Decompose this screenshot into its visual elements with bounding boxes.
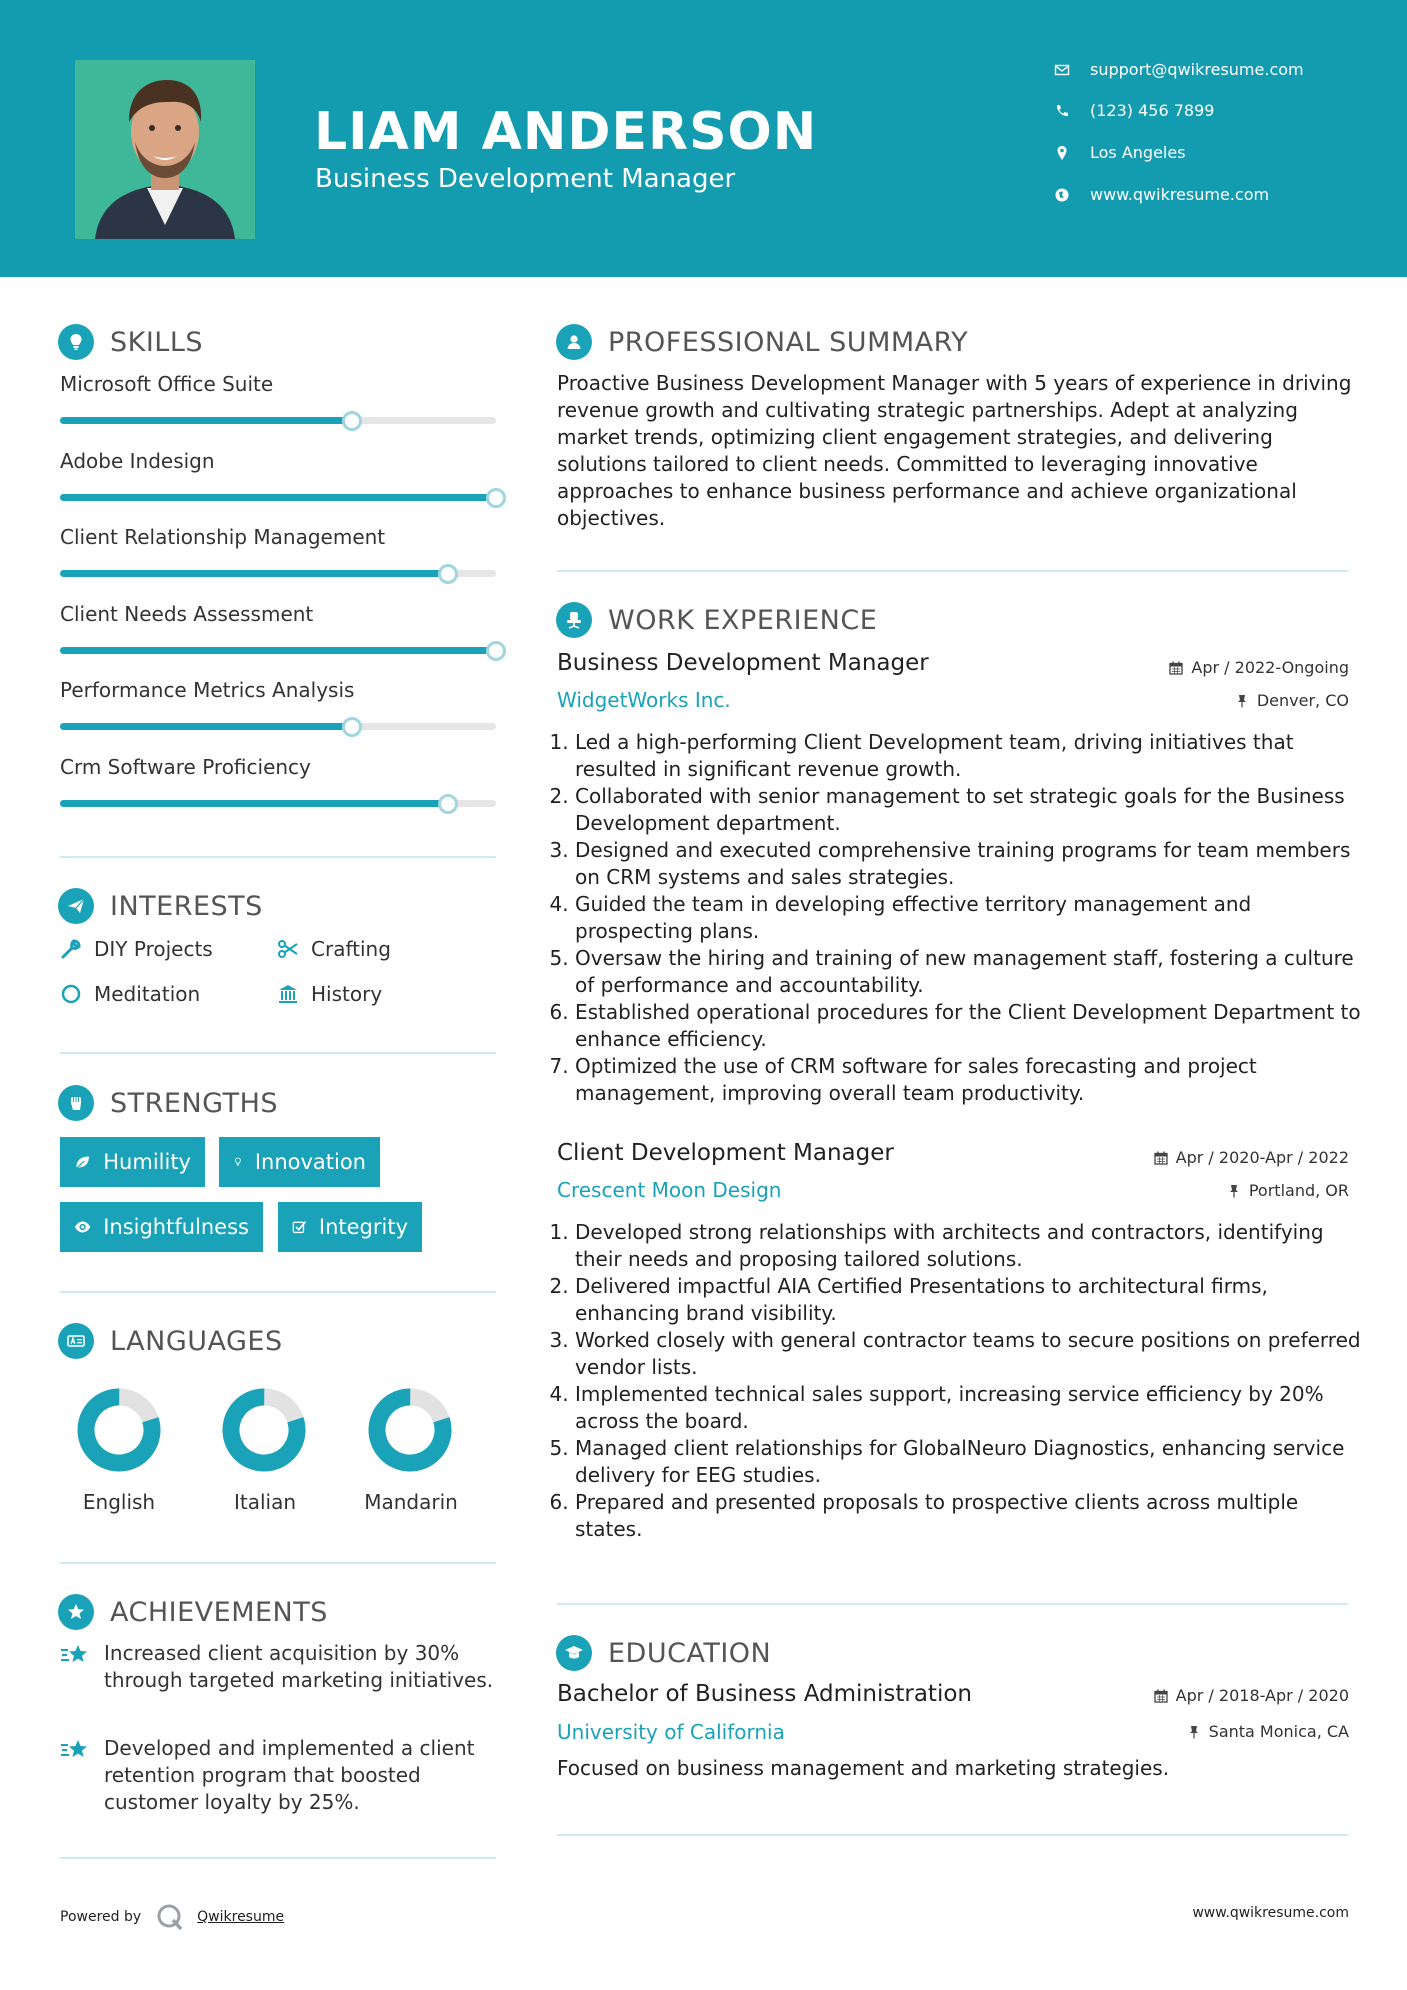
skill-level-bar xyxy=(60,494,496,501)
divider xyxy=(60,1052,496,1054)
skill-level-bar xyxy=(60,417,496,424)
skill-level-fill xyxy=(60,570,448,577)
pushpin-icon xyxy=(1227,1184,1241,1198)
interest-item xyxy=(60,937,213,961)
scissors-icon xyxy=(277,938,299,960)
duty-item: 1. Led a high-performing Client Development team, driving initiatives that resulted in significant revenue growth. xyxy=(575,729,1365,783)
leaf-icon xyxy=(74,1151,91,1173)
duty-item: 3. Worked closely with general contractor teams to secure positions on preferred vendor lists. xyxy=(575,1327,1365,1381)
calendar-icon xyxy=(1154,1689,1168,1703)
candidate-name: LIAM ANDERSON xyxy=(314,102,818,162)
contact-email[interactable] xyxy=(1054,60,1304,79)
language-label: Mandarin xyxy=(364,1490,458,1514)
lightbulb-icon xyxy=(58,324,94,360)
achievements-title: ACHIEVEMENTS xyxy=(110,1596,328,1628)
achievement-item xyxy=(60,1640,500,1694)
interest-item xyxy=(60,982,200,1006)
user-icon xyxy=(556,324,592,360)
skill-level-knob xyxy=(486,641,506,661)
school-name: University of California xyxy=(557,1720,785,1744)
skill-label: Adobe Indesign xyxy=(60,448,215,473)
contact-phone[interactable] xyxy=(1054,101,1214,120)
language-label: English xyxy=(82,1490,156,1514)
skill-level-knob xyxy=(438,794,458,814)
job-location xyxy=(1235,691,1349,710)
divider xyxy=(60,1562,496,1564)
phone-icon xyxy=(1054,103,1070,119)
interest-label: Crafting xyxy=(311,937,391,961)
job-duties-list xyxy=(557,729,1365,1107)
profile-photo xyxy=(75,60,255,239)
skill-label: Crm Software Proficiency xyxy=(60,754,311,779)
achievement-item xyxy=(60,1735,500,1816)
education-title: EDUCATION xyxy=(608,1637,772,1669)
interest-label: History xyxy=(311,982,383,1006)
calendar-icon xyxy=(1169,661,1183,675)
brand-link[interactable]: Qwikresume xyxy=(197,1909,285,1925)
skill-level-knob xyxy=(342,411,362,431)
dates-text: Apr / 2020-Apr / 2022 xyxy=(1175,1148,1349,1167)
divider xyxy=(60,856,496,858)
contact-website[interactable] xyxy=(1054,185,1269,204)
duty-item: 4. Implemented technical sales support, increasing service efficiency by 20% across the board. xyxy=(575,1381,1365,1435)
interest-label: DIY Projects xyxy=(94,937,213,961)
duty-item: 6. Established operational procedures for the Client Development Department to enhance efficiency. xyxy=(575,999,1365,1053)
language-icon xyxy=(58,1323,94,1359)
circle-icon xyxy=(60,983,82,1005)
summary-title: PROFESSIONAL SUMMARY xyxy=(608,326,969,358)
skill-level-bar xyxy=(60,570,496,577)
skill-level-fill xyxy=(60,417,352,424)
divider xyxy=(60,1291,496,1293)
pushpin-icon xyxy=(1187,1725,1201,1739)
wrench-icon xyxy=(60,938,82,960)
skill-level-fill xyxy=(60,723,352,730)
email-text: support@qwikresume.com xyxy=(1090,60,1304,79)
interest-item xyxy=(277,937,391,961)
interests-heading xyxy=(58,888,263,924)
education-description: Focused on business management and marketing strategies. xyxy=(557,1756,1170,1780)
skill-label: Client Relationship Management xyxy=(60,525,386,549)
pushpin-icon xyxy=(1235,694,1249,708)
star-icon xyxy=(60,1737,90,1765)
office-chair-icon xyxy=(556,602,592,638)
job-title: Business Development Manager xyxy=(557,650,929,676)
education-dates xyxy=(1154,1686,1349,1705)
star-icon xyxy=(60,1642,90,1670)
skill-level-fill xyxy=(60,647,496,654)
dates-text: Apr / 2018-Apr / 2020 xyxy=(1175,1686,1349,1705)
location-text: Denver, CO xyxy=(1256,691,1349,710)
skill-level-knob xyxy=(486,488,506,508)
location-text: Portland, OR xyxy=(1248,1181,1349,1200)
duty-item: 2. Collaborated with senior management to set strategic goals for the Business Development department. xyxy=(575,783,1365,837)
language-level-chart xyxy=(77,1388,161,1472)
duty-item: 4. Guided the team in developing effective territory management and prospecting plans. xyxy=(575,891,1365,945)
graduation-icon xyxy=(556,1635,592,1671)
duty-item: 3. Designed and executed comprehensive training programs for team members on CRM systems and sales strategies. xyxy=(575,837,1365,891)
check-square-icon xyxy=(292,1216,307,1238)
language-level-chart xyxy=(368,1388,452,1472)
fist-icon xyxy=(58,1085,94,1121)
duty-item: 5. Oversaw the hiring and training of new management staff, fostering a culture of performance and accountability. xyxy=(575,945,1365,999)
dates-text: Apr / 2022-Ongoing xyxy=(1191,658,1349,677)
candidate-title: Business Development Manager xyxy=(315,164,736,194)
skill-level-bar xyxy=(60,723,496,730)
powered-by-text: Powered by xyxy=(60,1909,142,1925)
language-level-chart xyxy=(222,1388,306,1472)
strength-tag xyxy=(60,1202,263,1252)
interest-item xyxy=(277,982,382,1006)
education-location xyxy=(1187,1722,1349,1741)
resume-header xyxy=(0,0,1407,277)
envelope-icon xyxy=(1054,62,1070,78)
interests-title: INTERESTS xyxy=(110,890,263,922)
duty-item: 1. Developed strong relationships with architects and contractors, identifying their needs and proposing tailored solutions. xyxy=(575,1219,1365,1273)
strength-tag xyxy=(219,1137,380,1187)
skill-label: Microsoft Office Suite xyxy=(60,372,274,396)
summary-text: Proactive Business Development Manager with 5 years of experience in driving revenue growth and cultivating strategic partnerships. Adept at analyzing market trends, optimizing client engagement strategies, and delivering solutions tailored to client needs. Committed to leveraging innovative approaches to enhance business performance and achieve organizational objectives. xyxy=(557,371,1352,530)
job-title: Client Development Manager xyxy=(557,1140,894,1166)
languages-heading xyxy=(58,1323,283,1359)
duty-item: 6. Prepared and presented proposals to prospective clients across multiple states. xyxy=(575,1489,1365,1543)
website-text: www.qwikresume.com xyxy=(1090,185,1270,204)
achievement-text: Developed and implemented a client retention program that boosted customer loyalty by 25%. xyxy=(104,1736,475,1814)
skill-level-bar xyxy=(60,800,496,807)
strength-tag xyxy=(278,1202,422,1252)
company-name: Crescent Moon Design xyxy=(557,1178,782,1202)
strength-tag xyxy=(60,1137,205,1187)
interest-label: Meditation xyxy=(94,982,201,1006)
education-heading xyxy=(556,1635,771,1671)
duty-item: 5. Managed client relationships for GlobalNeuro Diagnostics, enhancing service delivery for EEG studies. xyxy=(575,1435,1365,1489)
skills-title: SKILLS xyxy=(110,326,204,358)
location-text: Santa Monica, CA xyxy=(1208,1722,1349,1741)
eye-icon xyxy=(74,1216,91,1238)
job-duties-list xyxy=(557,1219,1365,1543)
divider xyxy=(557,570,1348,572)
experience-heading xyxy=(556,602,877,638)
skill-level-bar xyxy=(60,647,496,654)
strength-label: Insightfulness xyxy=(103,1215,249,1239)
language-label: Italian xyxy=(233,1490,297,1514)
globe-icon xyxy=(1054,187,1070,203)
lightbulb-icon xyxy=(233,1151,243,1173)
degree-title: Bachelor of Business Administration xyxy=(557,1681,972,1707)
job-dates xyxy=(1154,1148,1349,1167)
languages-title: LANGUAGES xyxy=(110,1325,283,1357)
summary-heading xyxy=(556,324,968,360)
achievements-heading xyxy=(58,1594,328,1630)
qwikresume-logo-icon xyxy=(155,1902,185,1932)
contact-location xyxy=(1054,143,1186,162)
skill-level-fill xyxy=(60,494,496,501)
footer-website[interactable]: www.qwikresume.com xyxy=(1192,1905,1349,1921)
strength-label: Humility xyxy=(103,1150,191,1174)
skill-level-knob xyxy=(438,564,458,584)
skill-label: Client Needs Assessment xyxy=(60,601,314,626)
skill-level-knob xyxy=(342,717,362,737)
powered-by xyxy=(60,1902,284,1932)
strength-label: Innovation xyxy=(254,1150,366,1174)
skills-heading xyxy=(58,324,203,360)
achievement-text: Increased client acquisition by 30% through targeted marketing initiatives. xyxy=(104,1641,494,1692)
duty-item: 7. Optimized the use of CRM software for sales forecasting and project management, improving overall team productivity. xyxy=(575,1053,1365,1107)
divider xyxy=(60,1857,496,1859)
job-location xyxy=(1227,1181,1349,1200)
skill-level-fill xyxy=(60,800,448,807)
star-badge-icon xyxy=(58,1594,94,1630)
skill-label: Performance Metrics Analysis xyxy=(60,678,355,702)
location-text: Los Angeles xyxy=(1090,143,1186,162)
calendar-icon xyxy=(1154,1151,1168,1165)
divider xyxy=(557,1834,1348,1836)
experience-title: WORK EXPERIENCE xyxy=(608,604,878,636)
company-name: WidgetWorks Inc. xyxy=(557,688,731,712)
job-dates xyxy=(1169,658,1349,677)
duty-item: 2. Delivered impactful AIA Certified Presentations to architectural firms, enhancing brand visibility. xyxy=(575,1273,1365,1327)
strength-label: Integrity xyxy=(318,1215,408,1239)
phone-text: (123) 456 7899 xyxy=(1090,101,1215,120)
strengths-heading xyxy=(58,1085,278,1121)
bank-icon xyxy=(277,983,299,1005)
paper-plane-icon xyxy=(58,888,94,924)
divider xyxy=(557,1603,1348,1605)
map-pin-icon xyxy=(1054,145,1070,161)
strengths-title: STRENGTHS xyxy=(110,1087,279,1119)
